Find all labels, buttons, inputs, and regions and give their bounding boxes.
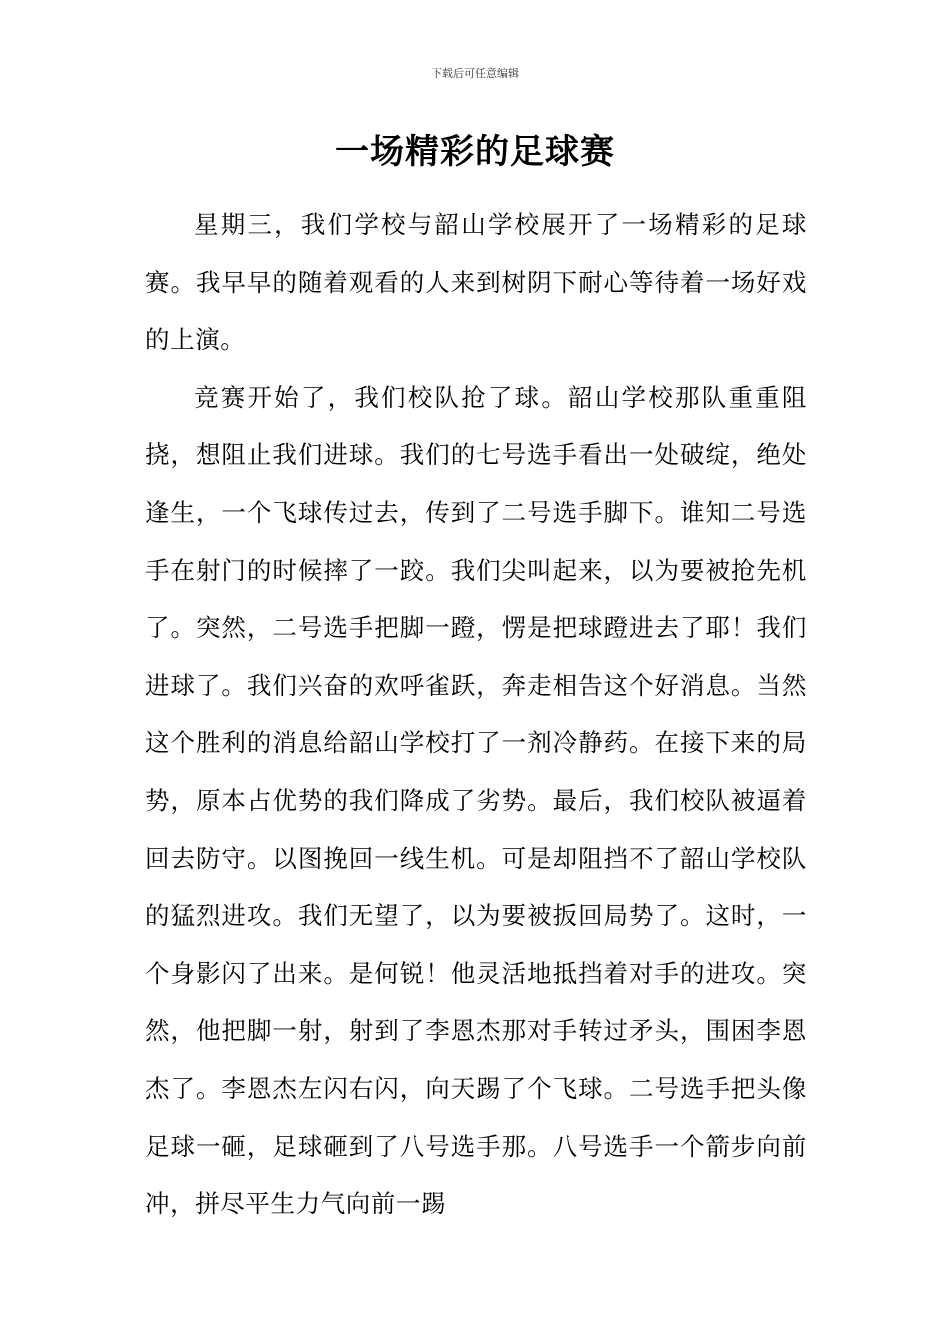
- document-body: [145, 196, 807, 1233]
- paragraph-2: 竞赛开始了，我们校队抢了球。韶山学校那队重重阻挠，想阻止我们进球。我们的七号选手看出一处破绽，绝处逢生，一个飞球传过去，传到了二号选手脚下。谁知二号选手在射门的时候摔了一跤。我们尖叫起来，以为要被抢先机了。突然，二号选手把脚一蹬，愣是把球蹬进去了耶！我们进球了。我们兴奋的欢呼雀跃，奔走相告这个好消息。当然这个胜利的消息给韶山学校打了一剂冷静药。在接下来的局势，原本占优势的我们降成了劣势。最后，我们校队被逼着回去防守。以图挽回一线生机。可是却阻挡不了韶山学校队的猛烈进攻。我们无望了，以为要被扳回局势了。这时，一个身影闪了出来。是何锐！他灵活地抵挡着对手的进攻。突然，他把脚一射，射到了李恩杰那对手转过矛头，围困李恩杰了。李恩杰左闪右闪，向天踢了个飞球。二号选手把头像足球一砸，足球砸到了八号选手那。八号选手一个箭步向前冲，拼尽平生力气向前一踢: [145, 382, 807, 1219]
- header-note: 下载后可任意编辑: [431, 67, 519, 80]
- paragraph-1: 星期三，我们学校与韶山学校展开了一场精彩的足球赛。我早早的随着观看的人来到树阴下耐心等待着一场好戏的上演。: [145, 210, 807, 355]
- document-title: 一场精彩的足球赛: [335, 132, 615, 172]
